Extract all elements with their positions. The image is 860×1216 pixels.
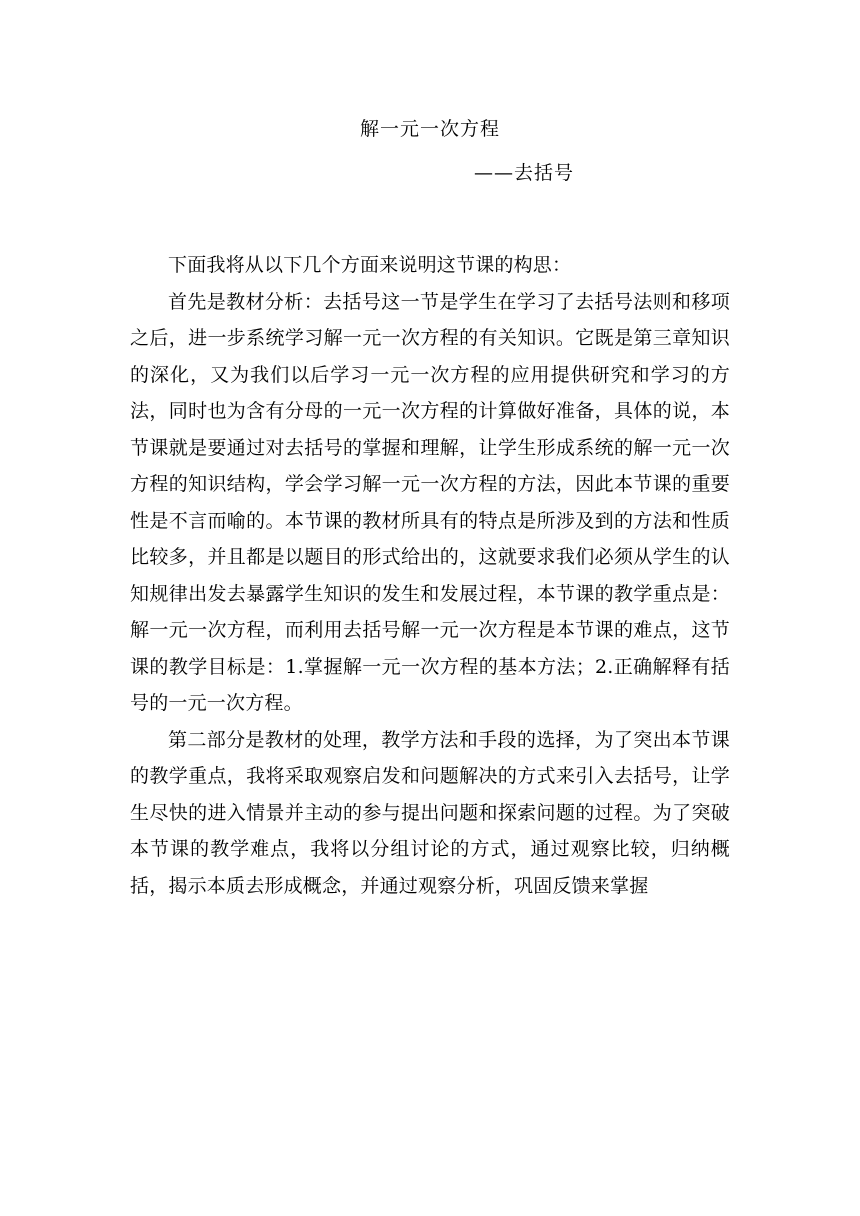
paragraph-material-analysis: 首先是教材分析：去括号这一节是学生在学习了去括号法则和移项之后，进一步系统学习解一元一次方程的有关知识。它既是第三章知识的深化，又为我们以后学习一元一次方程的应用提供研究和学习的方法，同时也为含有分母的一元一次方程的计算做好准备，具体的说，本节课就是要通过对去括号的掌握和理解，让学生形成系统的解一元一次方程的知识结构，学会学习解一元一次方程的方法，因此本节课的重要性是不言而喻的。本节课的教材所具有的特点是所涉及到的方法和性质比较多，并且都是以题目的形式给出的，这就要求我们必须从学生的认知规律出发去暴露学生知识的发生和发展过程，本节课的教学重点是：解一元一次方程，而利用去括号解一元一次方程是本节课的难点，这节课的教学目标是：1.掌握解一元一次方程的基本方法；2.正确解释有括号的一元一次方程。 — [130, 290, 730, 714]
paragraph-intro: 下面我将从以下几个方面来说明这节课的构思： — [168, 254, 572, 276]
document-title: 解一元一次方程 — [359, 118, 500, 140]
paragraph-teaching-methods: 第二部分是教材的处理，教学方法和手段的选择，为了突出本节课的教学重点，我将采取观察启发和问题解决的方式来引入去括号，让学生尽快的进入情景并主动的参与提出问题和探索问题的过程。为了突破本节课的教学难点，我将以分组讨论的方式，通过观察比较，归纳概括，揭示本质去形成概念，并通过观察分析，巩固反馈来掌握 — [130, 728, 730, 897]
document-subtitle: ——去括号 — [474, 162, 575, 184]
document-body — [130, 247, 730, 904]
